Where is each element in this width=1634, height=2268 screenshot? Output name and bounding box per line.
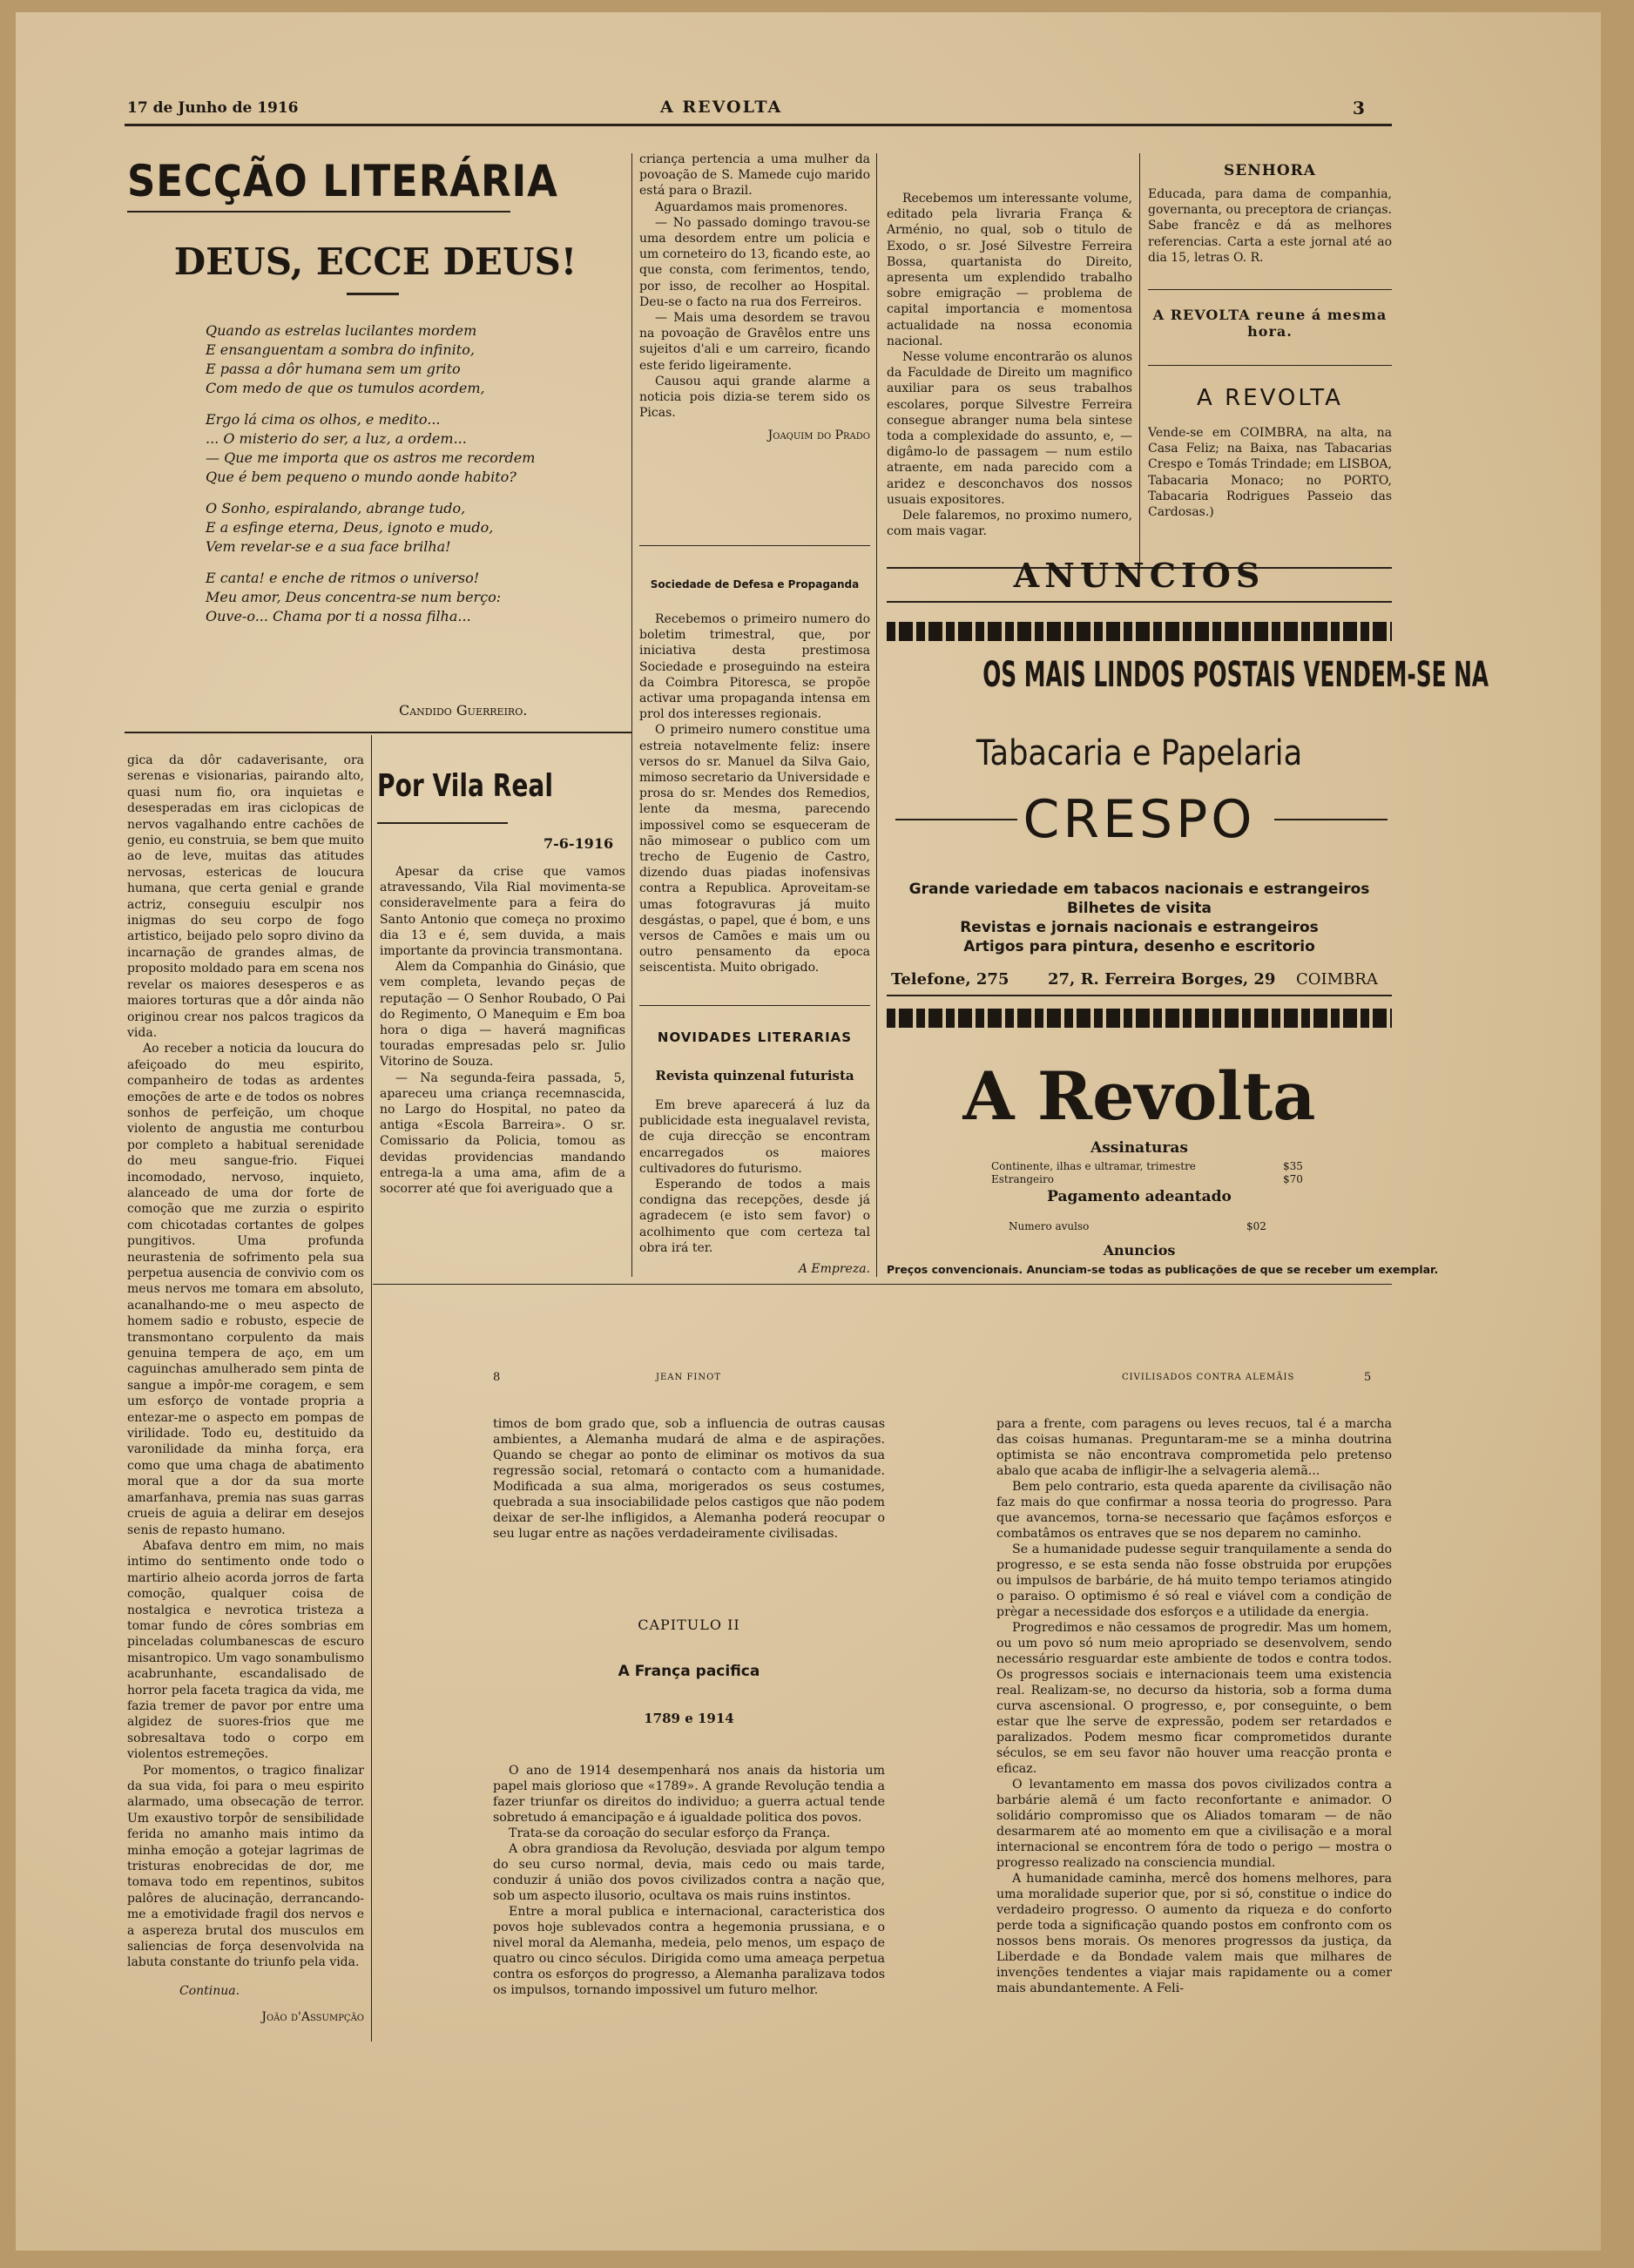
city: COIMBRA (1296, 970, 1378, 989)
paragraph: gica da dôr cadaverisante, ora serenas e visionarias, pairando alto, quasi num fio, ora inquietas e desesperadas em iras ciclopicas de nervos vagalhando entre cachões de genio, eu construia, se bem que muito ao de leve, muitas das atitudes nervosas, estericas de loucura humana, que certa genial e grande actriz, conseguiu esculpir nos inigmas do seu corpo de fogo artistico, beijado pelo sopro divino da incarnação de grandes almas, de proposito moldado para em scena nos revelar os maiores desesperos e as maiores torturas que a dôr ainda não originou crear nos palcos tragicos da vida. (127, 753, 364, 1040)
poem-title: DEUS, ECCE DEUS! (173, 240, 577, 283)
poem-line: O Sonho, espiralando, abrange tudo, (206, 500, 466, 516)
paragraph: O ano de 1914 desempenhará nos anais da historia um papel mais glorioso que «1789». A grande Revolução tendia a fazer triunfar os direitos do individuo; a guerra actual tende sobretudo á emancipação e á igualdade politica dos povos. (493, 1764, 885, 1825)
masthead-title: A REVOLTA (660, 98, 783, 117)
rate-label: Estrangeiro (991, 1173, 1054, 1185)
stanza (206, 569, 615, 626)
column-rule (876, 153, 877, 1277)
issue-date: 17 de Junho de 1916 (127, 99, 299, 117)
avulso-value: $02 (1246, 1220, 1266, 1232)
paragraph: A humanidade caminha, mercê dos homens melhores, para uma moralidade superior que, por si só, constitue o indice do verdadeiro progresso. O aumento da riqueza e do conforto perde toda a significação quando postos em confronto com os nossos bens morais. Os menores progressos da justiça, da Liberdade e da Bondade valem mais que milhares de invenções tendentes a viajar mais rapidamente ou a comer mais abundantemente. A Feli- (996, 1872, 1392, 1995)
shop-details (887, 880, 1392, 956)
literary-continuation (127, 753, 364, 2026)
senhora-text: Educada, para dama de companhia, governanta, ou preceptora de crianças. Sabe francêz e dá as melhores referencias. Carta a este jornal até ao dia 15, letras O. R. (1148, 187, 1392, 265)
postais-headline: OS MAIS LINDOS POSTAIS VENDEM-SE NA (982, 655, 1489, 695)
sociedade-title: Sociedade de Defesa e Propaganda (650, 578, 860, 591)
section-title-rule (127, 211, 510, 213)
paragraph: — Na segunda-feira passada, 5, apareceu uma criança recemnascida, no Largo do Hospital, no pateo da antiga «Escola Barreira». O sr. Comissario da Policia, tomou as devidas providencias mandando entrega-la a uma ama, afim de a socorrer até que foi averiguado que a (380, 1070, 625, 1197)
paragraph: Trata-se da coroação do secular esforço da França. (509, 1826, 831, 1840)
revolta-box-title: A REVOLTA (1197, 385, 1343, 411)
shop-name: Tabacaria e Papelaria (976, 733, 1303, 773)
chapter-number: CAPITULO II (638, 1617, 740, 1633)
paragraph: para a frente, com paragens ou leves recuos, tal é a marcha das coisas humanas. Preguntaram-me se a minha doutrina optimista se não encontrava comprometida pelo pretenso abalo que acaba de infligir-lhe a selvageria alemã... (996, 1417, 1392, 1478)
paragraph: Por momentos, o tragico finalizar da sua vida, foi para o meu espirito alarmado, uma obsecação de terror. Um exaustivo torpôr de sensibilidade ferida no amanho mais intimo da minha emoção a gotejar lagrimas de tristuras enobrecidas de dor, me tomava todo em repentinos, subitos palôres de alucinação, derrancando-me a emotividade fragil dos nervos e a aspereza brutal dos musculos em saliencias de força desenvolvida na labuta constante do triunfo pela vida. (127, 1763, 364, 1970)
ad-line: Artigos para pintura, desenho e escritorio (963, 938, 1315, 955)
newspaper-page (16, 12, 1601, 2251)
anuncios-title: ANUNCIOS (1013, 556, 1266, 595)
paragraph: Progredimos e não cessamos de progredir. Mas um homem, ou um povo só num meio apropriado se desenvolvem, sendo necessário resguardar este ambiente de todos e contra todos. Os progressos sociais e internacionais teem uma existencia real. Realizam-se, no decurso da historia, sob a forma duma curva ascensional. O progresso, e, por conseguinte, o bem estar que lhe serve de expressão, podem ser retardados e paralizados. Podem mesmo ficar comprometidos durante séculos, se em seu favor não houver uma reacção pronta e eficaz. (996, 1621, 1392, 1776)
poem-line: Ergo lá cima os olhos, e medito... (206, 411, 441, 428)
poem-line: E ensanguentam a sombra do infinito, (206, 341, 475, 358)
separator (639, 1005, 870, 1006)
ad-line: Grande variedade em tabacos nacionais e estrangeiros (908, 881, 1370, 898)
phone: Telefone, 275 (891, 970, 1009, 989)
poem-bottom-rule (125, 732, 631, 733)
article-signature: A Empreza. (798, 1262, 870, 1277)
poem-line: E a esfinge eterna, Deus, ignoto e mudo, (206, 519, 494, 536)
paragraph: — Mais uma desordem se travou na povoação de Gravêlos entre uns sujeitos d'ali e um carreiro, ficando este ferido ligeiramente. (639, 311, 870, 373)
revolta-masthead: A Revolta (962, 1057, 1316, 1135)
divider-ornament (347, 293, 399, 295)
stanza (206, 410, 615, 487)
rate-value: $35 (1283, 1160, 1303, 1172)
paragraph: Ao receber a noticia da loucura do afeiçoado do meu espirito, companheiro de todas as ardentes emoções de arte e de todos os nobres sonhos de perfeição, um choque violento de angustia me conturbou por completo a habitual serenidade do meu sangue-frio. Fiquei incomodado, nervoso, inquieto, alanceado de uma dor forte de comoção que me zurzia o espirito com chicotadas cortantes de golpes pungitivos. Uma profunda neurastenia de sofrimento pela sua perpetua ausencia de convivio com os meus nervos me tomara em absoluto, acanalhando-me o meu aspecto de homem sadio e robusto, especie de transmontano corpulento da mais genuina tempera de aço, em um caguinchas amulherado sem pinta de sangue a impôr-me coragem, e sem um esforço de vontade propria a entezar-me o aspecto em pompas de virilidade. Todo eu, destituido da varonilidade da minha força, era como que uma chaga de abatimento moral que a dor da sua morte amarfanhava, premia nas suas garras crueis de aguia a delirar em desejos senis de repasto humano. (127, 1042, 364, 1537)
paragraph: Recebemos o primeiro numero do boletim trimestral, que, por iniciativa desta prestimosa Sociedade e proseguindo na esteira da Coimbra Pitoresca, se propõe activar uma propaganda intensa em prol dos interesses regionais. (639, 612, 870, 722)
anuncios-rule (887, 601, 1392, 603)
paragraph: Entre a moral publica e internacional, caracteristica dos povos hoje sublevados contra a hegemonia prussiana, e o nivel moral da Alemanha, medeia, pelo menos, um espaço de quatro ou cinco séculos. Dirigida como uma ameaça perpetua contra os esforços do progresso, a Alemanha paralizava todos os impulsos, tornando impossivel um futuro melhor. (493, 1905, 885, 1997)
reune-notice: A REVOLTA reune á mesma hora. (1152, 307, 1388, 340)
separator (1148, 365, 1392, 366)
anuncios-text: Preços convencionais. Anunciam-se todas as publicações de que se receber um exemplar. (887, 1263, 1439, 1276)
ornament-band (887, 1009, 1392, 1028)
poem-line: Quando as estrelas lucilantes mordem (206, 322, 477, 339)
sociedade-body (639, 611, 870, 976)
paragraph: Alem da Companhia do Ginásio, que vem completa, levando peças de reputação — O Senhor Roubado, O Pai do Regimento, O Manequim e Em boa hora o diga — haverá magnificas touradas empresadas pelo sr. Julio Vitorino de Souza. (380, 960, 625, 1070)
book-left-top: timos de bom grado que, sob a influencia de outras causas ambientes, a Alemanha mudará de alma e de aspirações. Quando se chegar ao ponto de eliminar os motivos da sua regressão social, retomará o contacto com a humanidade. Modificada a sua alma, morigerados os seus costumes, quebrada a sua insociabilidade pelos castigos que não podem deixar de ser-lhe infligidos, a Alemanha poderá reocupar o seu lugar entre as nações verdadeiramente civilisadas. (493, 1417, 885, 1541)
paragraph: Em breve aparecerá á luz da publicidade esta inegualavel revista, de cuja direcção se encontram encarregados os maiores cultivadores do futurismo. (639, 1098, 870, 1176)
paragraph: Abafava dentro em mim, no mais intimo do sentimento onde todo o martirio alheio acorda jorros de farta comoção, qualquer coisa de nostalgica e nevrotica tristeza a tomar fundo de côres sombrias em pinceladas columbanescas de escuro misantropico. Um vago sonambulismo acabrunhante, escandalisado de horror pela faceta tragica da vida, me fazia tremer de pavor por entre uma algidez de suores-frios que me sobresaltava todo o corpo em violentos estremeções. (127, 1538, 364, 1762)
rate-value: $70 (1283, 1173, 1303, 1185)
book-left-page: 8 (493, 1371, 501, 1384)
col2-news (639, 152, 870, 444)
header-rule (125, 124, 1392, 126)
avulso-label: Numero avulso (1009, 1220, 1090, 1232)
paragraph: — No passado domingo travou-se uma desordem entre um policia e um corneteiro do 13, ficando este, ao que consta, com ferimentos, tendo, por isso, de recolher ao Hospital. Deu-se o facto na rua dos Ferreiros. (639, 215, 870, 309)
porvila-rule (377, 822, 508, 824)
poem-line: Que é bem pequeno o mundo aonde habito? (206, 469, 517, 485)
crespo-brand: CRESPO (1023, 789, 1256, 850)
anuncios-label: Anuncios (1103, 1242, 1176, 1259)
poem-line: Meu amor, Deus concentra-se num berço: (206, 589, 502, 605)
book-right-column (996, 1416, 1392, 1996)
paragraph: Dele falaremos, no proximo numero, com mais vagar. (887, 509, 1132, 539)
book-right-header: CIVILISADOS CONTRA ALEMÃIS (1122, 1373, 1295, 1382)
ad-line: Revistas e jornais nacionais e estrangeiros (960, 919, 1319, 936)
page-number: 3 (1353, 98, 1365, 118)
article-signature: João d'Assumpção (261, 2010, 364, 2025)
poem-author: Candido Guerreiro. (399, 702, 528, 719)
article-signature: Joaquim do Prado (767, 429, 870, 443)
paragraph: A obra grandiosa da Revolução, desviada por algum tempo do seu curso normal, devia, mais cedo ou mais tarde, conduzir á união dos povos civilizados contra a nação que, sob um aspecto ilusorio, ocultava os mais ruins instintos. (493, 1842, 885, 1903)
porvila-date: 7-6-1916 (544, 835, 614, 852)
chapter-years: 1789 e 1914 (644, 1711, 734, 1726)
chapter-title: A França pacifica (618, 1663, 760, 1680)
senhora-title: SENHORA (1224, 162, 1316, 179)
paragraph: Recebemos um interessante volume, editado pela livraria França & Arménio, no qual, sob o titulo de Exodo, o sr. José Silvestre Ferreira Bossa, quartanista do Direito, apresenta um explendido trabalho sobre emigração — problema de capital importancia e momentosa actualidade na nossa economia nacional. (887, 192, 1132, 348)
continua-note: Continua. (179, 1983, 240, 1998)
column-rule (371, 735, 372, 2042)
paragraph: Aguardamos mais promenores. (655, 199, 848, 214)
poem-line: ... O misterio do ser, a luz, a ordem... (206, 430, 467, 447)
novidades-body (639, 1097, 870, 1277)
separator (1148, 289, 1392, 290)
paragraph: criança pertencia a uma mulher da povoação de S. Mamede cujo marido está para o Brazil. (639, 152, 870, 199)
ad-line: Bilhetes de visita (1066, 900, 1212, 917)
poem-body (206, 321, 615, 638)
poem-line: E passa a dôr humana sem um grito (206, 361, 461, 377)
book-right-page: 5 (1364, 1371, 1372, 1384)
section-title: SECÇÃO LITERÁRIA (127, 156, 558, 206)
paragraph: Esperando de todos a mais condigna das recepções, desde já agradecem (e isto sem favor) o acolhimento que com certeza tal obra irá ter. (639, 1178, 870, 1255)
ornament-band (887, 622, 1392, 641)
paragraph: O levantamento em massa dos povos civilizados contra a barbárie alemã é um facto reconfortante e animador. O solidário compromisso que os Aliados tomaram — de não desarmarem até ao momento em que a civilisação e a moral internacional se encontrem fóra de todo o perigo — mostra o progresso realizado na consciencia mundial. (996, 1778, 1392, 1870)
column-rule (631, 153, 632, 1277)
rate-label: Continente, ilhas e ultramar, trimestre (991, 1160, 1196, 1172)
paragraph: Causou aqui grande alarme a noticia pois dizia-se terem sido os Picas. (639, 374, 870, 421)
separator (887, 995, 1392, 996)
porvila-body (380, 864, 625, 1197)
poem-line: E canta! e enche de ritmos o universo! (206, 570, 480, 586)
novidades-subtitle: Revista quinzenal futurista (655, 1068, 854, 1083)
poem-line: — Que me importa que os astros me recordem (206, 449, 536, 466)
separator (639, 545, 870, 546)
column-rule (1139, 153, 1140, 567)
paragraph: Apesar da crise que vamos atravessando, Vila Rial movimenta-se consideravelmente para a feira do Santo Antonio que começa no proximo dia 13 e é, sem duvida, a mais importante da provincia transmontana. (380, 865, 625, 959)
stanza (206, 499, 615, 557)
novidades-title: NOVIDADES LITERARIAS (657, 1029, 853, 1045)
poem-line: Ouve-o... Chama por ti a nossa filha... (206, 608, 471, 624)
paragraph: O primeiro numero constitue uma estreia notavelmente feliz: insere versos do sr. Manuel da Silva Gaio, mimoso secretario da Universidade e prosa do sr. Mendes dos Remedios, lente da mesma, parecendo impossivel como se esqueceram de não mimosear o publico com um trecho de Eugenio de Castro, dizendo duas piadas inofensivas contra a Republica. Aproveitam-se umas fotogravuras já muito desgástas, o papel, que é bom, e uns versos de Camões e mais um ou outro pensamento da epoca seiscentista. Muito obrigado. (639, 723, 870, 975)
paragraph: Bem pelo contrario, esta queda aparente da civilisação não faz mais do que confirmar a nossa teoria do progresso. Para que avancemos, torna-se necessario que façâmos esforços e combatâmos os entraves que se nos deparem no caminho. (996, 1480, 1392, 1541)
stanza (206, 321, 615, 398)
paragraph: Nesse volume encontrarão os alunos da Faculdade de Direito um magnifico auxiliar para os seus trabalhos escolares, porque Silvestre Ferreira consegue abranger numa bela sintese toda a complexidade do assunto, e, — digâmo-lo de passagem — num estilo atraente, em nada parecido com a aridez e desconchavos dos nossos usuais expositores. (887, 350, 1132, 507)
porvila-title: Por Vila Real (377, 768, 553, 804)
assinaturas-title: Assinaturas (1090, 1139, 1188, 1157)
address: 27, R. Ferreira Borges, 29 (1048, 970, 1276, 989)
pasted-book-edge (373, 1284, 1392, 1285)
pagamento: Pagamento adeantado (1047, 1188, 1232, 1205)
col3-review (887, 191, 1132, 539)
poem-line: Vem revelar-se e a sua face brilha! (206, 538, 451, 555)
revolta-box-text: Vende-se em COIMBRA, na alta, na Casa Feliz; na Baixa, nas Tabacarias Crespo e Tomás Trindade; em LISBOA, Tabacaria Monaco; no PORTO, Tabacaria Rodrigues Passeio das Cardosas.) (1148, 426, 1392, 520)
book-left-author: JEAN FINOT (656, 1373, 721, 1382)
book-left-bottom (493, 1763, 885, 1998)
paragraph: Se a humanidade pudesse seguir tranquilamente a senda do progresso, e se esta senda não fosse obstruida por erupções ou impulsos de barbárie, de há muito tempo teriamos atingido o paraiso. O optimismo é só real e viável com a condição de prègar a necessidade dos esforços e a utilidade da energia. (996, 1542, 1392, 1619)
poem-line: Com medo de que os tumulos acordem, (206, 380, 485, 396)
